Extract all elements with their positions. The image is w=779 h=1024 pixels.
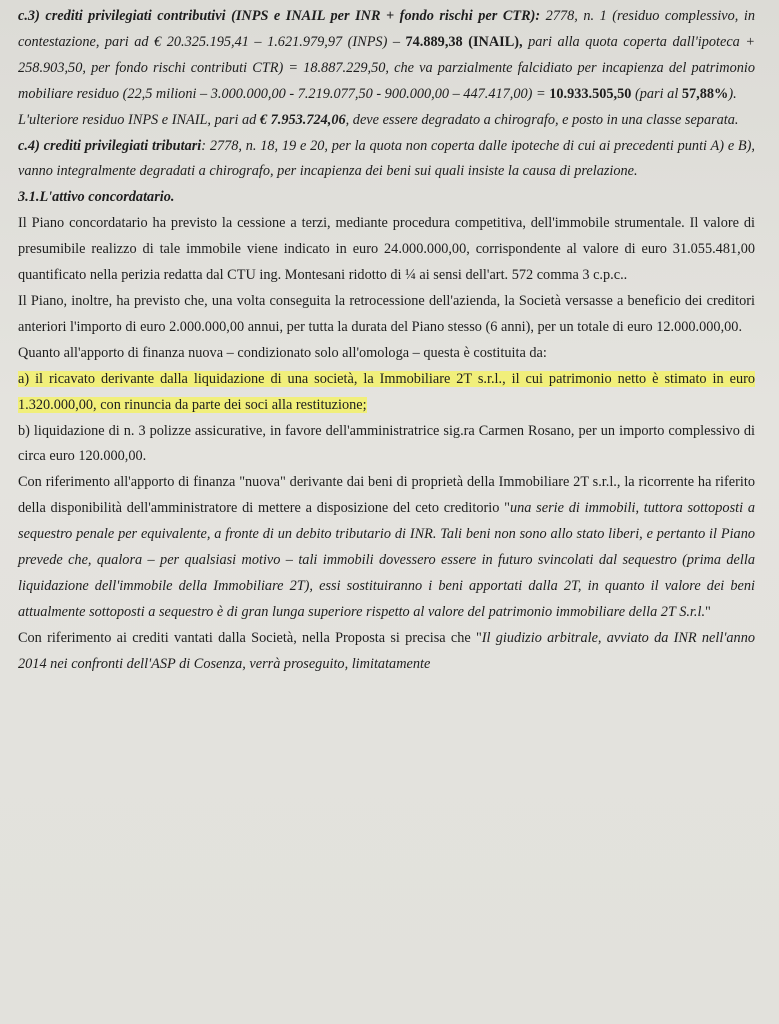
paragraph-immobiliare xyxy=(18,470,755,625)
c3-label: c.3) crediti privilegiati contributivi (INPS e INAIL per INR + fondo rischi per CTR): xyxy=(18,8,541,24)
paragraph-residuo xyxy=(18,108,755,134)
crediti-quote: Il giudizio arbitrale, avviato da INR nell'anno 2014 nei confronti dell'ASP di Cosenza, verrà proseguito, limitatamente xyxy=(18,629,755,672)
immobiliare-quote: una serie di immobili, tuttora sottoposti a sequestro penale per equivalente, a fronte di un debito tributario di INR. Tali beni non sono allo stato liberi, e pertanto il Piano prevede che, qualora – per qualsiasi motivo – tali immobili dovessero essere in futuro svincolati dal sequestro (prima della liquidazione dell'immobile della Immobiliare 2T), essi sostituiranno i beni apportati dalla 2T, in quanto il valore dei beni attualmente sottoposti a sequestro è di gran lunga superiore rispetto al valore del patrimonio immobiliare della 2T S.r.l. xyxy=(18,500,755,620)
paragraph-c3 xyxy=(18,4,755,108)
c3-bold-2: 10.933.505,50 xyxy=(549,85,632,102)
c3-text-4: ). xyxy=(728,85,737,102)
c3-text-1: 2778, n. 1 (residuo complessivo, in contestazione, pari ad € 20.325.195,41 – 1.621.979,97 (INPS) – xyxy=(18,8,755,50)
residuo-bold: € 7.953.724,06 xyxy=(259,111,346,128)
paragraph-item-b: b) liquidazione di n. 3 polizze assicurative, in favore dell'amministratrice sig.ra Carmen Rosano, per un importo complessivo di circa euro 120.000,00. xyxy=(18,422,755,465)
paragraph-piano-1: Il Piano concordatario ha previsto la cessione a terzi, mediante procedura competitiva, dell'immobile strumentale. Il valore di presumibile realizzo di tale immobile viene indicato in euro 24.000.000,00, corrispondente al valore di euro 31.055.481,00 quantificato nella perizia redatta dal CTU ing. Montesani ridotto di ¼ ai sensi dell'art. 572 comma 3 c.p.c.. xyxy=(18,215,755,284)
paragraph-crediti xyxy=(18,626,755,678)
highlighted-text: a) il ricavato derivante dalla liquidazione di una società, la Immobiliare 2T s.r.l., il cui patrimonio netto è stimato in euro 1.320.000,00, con rinuncia da parte dei soci alla restituzione; xyxy=(18,370,755,413)
residuo-text-1: L'ulteriore residuo INPS e INAIL, pari ad xyxy=(18,111,260,128)
c4-label: c.4) crediti privilegiati tributari xyxy=(18,137,202,154)
paragraph-c4 xyxy=(18,134,755,186)
paragraph-piano-2: Il Piano, inoltre, ha previsto che, una volta conseguita la retrocessione dell'azienda, la Società versasse a beneficio dei creditori anteriori l'importo di euro 2.000.000,00 annui, per tutta la durata del Piano stesso (6 anni), per un totale di euro 12.000.000,00. xyxy=(18,292,755,335)
c3-bold-1: 74.889,38 (INAIL), xyxy=(405,33,523,50)
residuo-text-2: , deve essere degradato a chirografo, e posto in una classe separata. xyxy=(345,111,739,128)
paragraph-finanza-nuova: Quanto all'apporto di finanza nuova – condizionato solo all'omologa – questa è costituita da: xyxy=(18,344,547,361)
section-heading: 3.1.L'attivo concordatario. xyxy=(18,189,175,206)
c4-text: : 2778, n. 18, 19 e 20, per la quota non coperta dalle ipoteche di cui ai precedenti punti A) e B), vanno integralmente degradati a chirografo, per incapienza dei beni sui quali insiste la causa di prelazione. xyxy=(18,137,756,180)
paragraph-item-a xyxy=(18,367,755,419)
immobiliare-text-2: " xyxy=(705,603,711,620)
immobiliare-text-1: Con riferimento all'apporto di finanza "nuova" derivante dai beni di proprietà della Immobiliare 2T s.r.l., la ricorrente ha riferito della disponibilità dell'amministratore di mettere a disposizione del ceto creditorio " xyxy=(18,474,755,517)
crediti-text-1: Con riferimento ai crediti vantati dalla Società, nella Proposta si precisa che " xyxy=(18,629,482,646)
c3-text-2: pari alla quota coperta dall'ipoteca + 258.903,50, per fondo rischi contributi CTR) = 18.887.229,50, che va parzialmente falcidiato per incapienza del patrimonio mobiliare residuo (22,5 milioni – 3.000.000,00 - 7.219.077,50 - 900.000,00 – 447.417,00) = xyxy=(18,33,755,102)
c3-bold-3: 57,88% xyxy=(681,85,729,102)
c3-text-3: (pari al xyxy=(631,85,682,102)
